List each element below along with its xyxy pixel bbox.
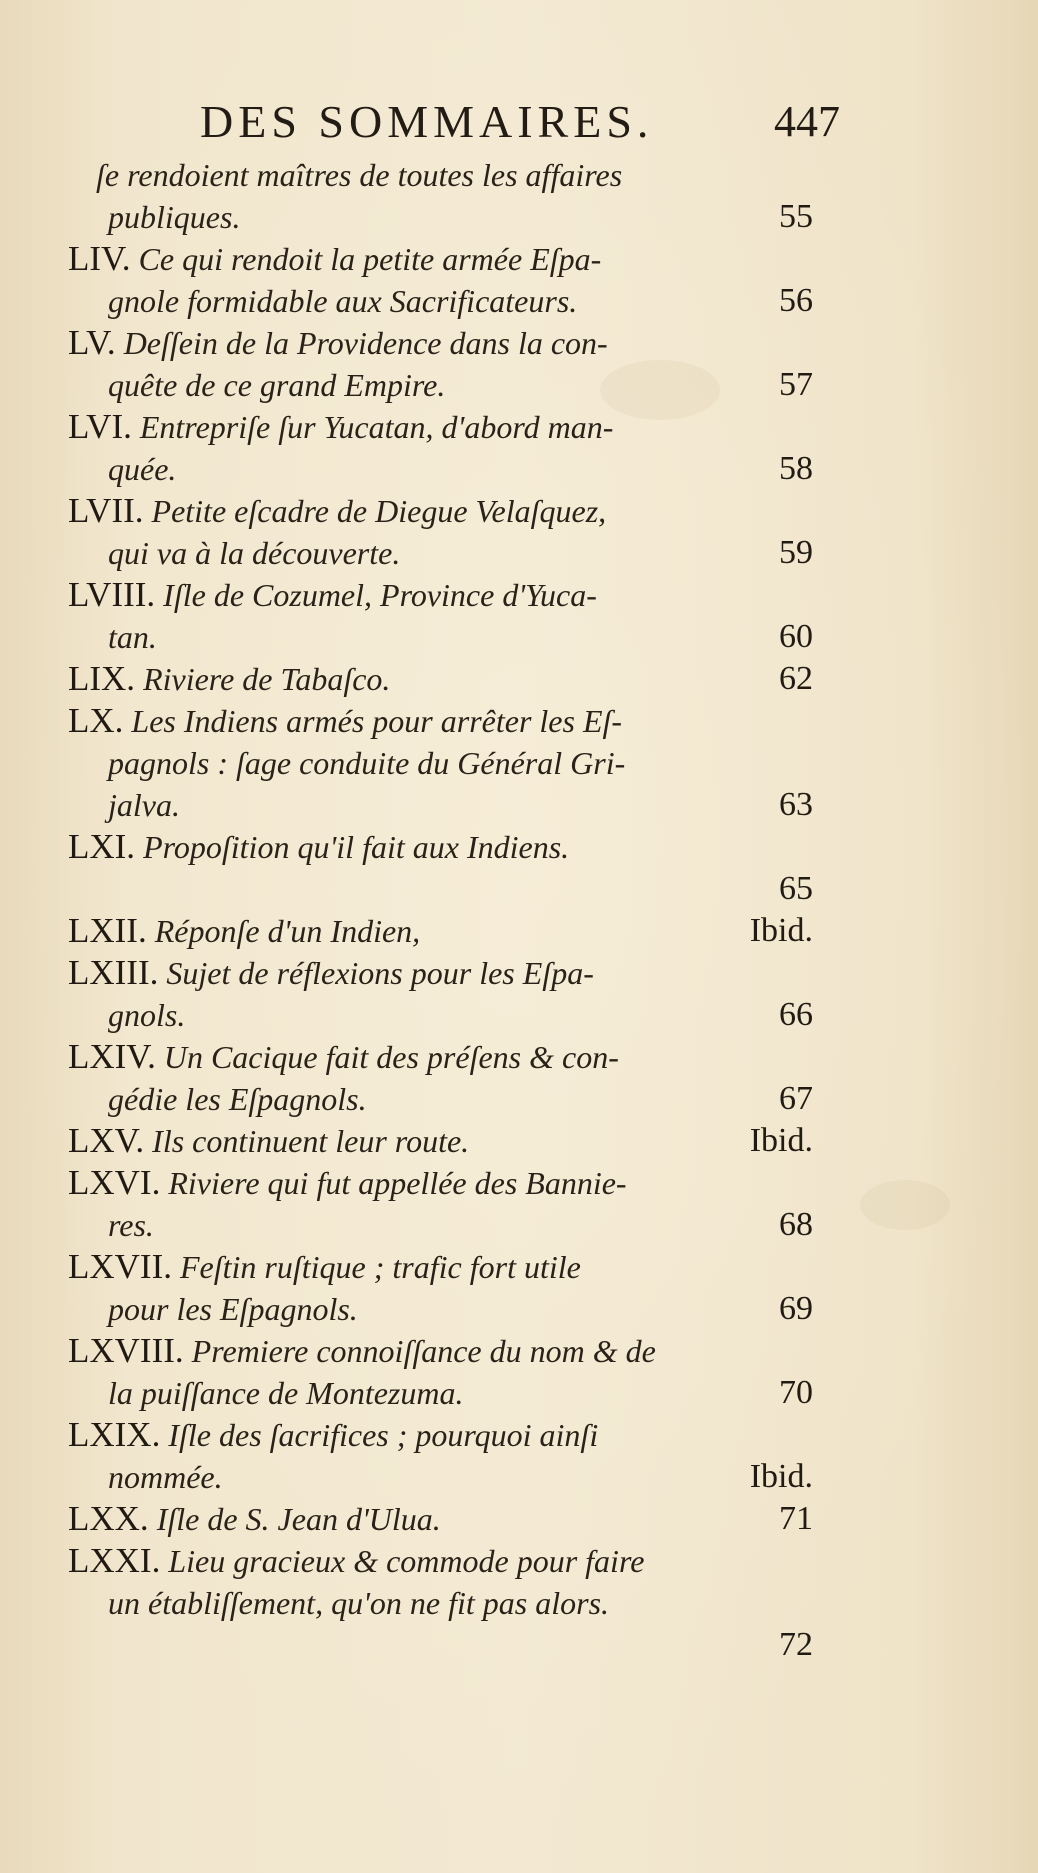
entry-text: quée. <box>108 451 177 487</box>
entry-numeral: LXII. <box>68 911 147 950</box>
paper-stain <box>860 1180 950 1230</box>
running-title: DES SOMMAIRES. <box>200 96 654 147</box>
toc-entry <box>68 1120 813 1162</box>
entry-text: Premiere connoiſſance du nom & de <box>191 1333 656 1369</box>
entry-numeral: LXVII. <box>68 1247 172 1286</box>
entry-text: Riviere de Tabaſco. <box>143 661 391 697</box>
toc-entry-line <box>68 1078 813 1120</box>
entry-text: Entrepriſe ſur Yucatan, d'abord man- <box>139 409 614 445</box>
entry-page-number: Ibid. <box>749 912 813 949</box>
entry-text: Deſſein de la Providence dans la con- <box>123 325 608 361</box>
toc-entry <box>68 1246 813 1330</box>
entry-text: Sujet de réflexions pour les Eſpa- <box>166 955 594 991</box>
entry-page-number: Ibid. <box>749 1122 813 1159</box>
entry-text: Petite eſcadre de Diegue Velaſquez, <box>151 493 607 529</box>
entry-text: res. <box>108 1207 154 1243</box>
toc-entry <box>68 322 813 406</box>
toc-entry-line <box>68 1330 813 1372</box>
entry-page-number: 62 <box>779 660 813 697</box>
entry-text: Riviere qui fut appellée des Bannie- <box>168 1165 627 1201</box>
toc-entry-line <box>68 364 813 406</box>
entry-text: jalva. <box>108 787 180 823</box>
entry-numeral: LXIV. <box>68 1037 156 1076</box>
entry-numeral: LVIII. <box>68 575 156 614</box>
entry-text: quête de ce grand Empire. <box>108 367 446 403</box>
entry-text: gnols. <box>108 997 186 1033</box>
toc-entry-line <box>68 154 813 196</box>
entry-page-number: 70 <box>779 1374 813 1411</box>
toc-entry <box>68 574 813 658</box>
toc-entry-line <box>68 658 813 700</box>
entry-numeral: LV. <box>68 323 116 362</box>
entry-numeral: LIV. <box>68 239 131 278</box>
entry-page-number: 60 <box>779 618 813 655</box>
toc-entry <box>68 406 813 490</box>
toc-entry-line <box>68 952 813 994</box>
entry-numeral: LVI. <box>68 407 132 446</box>
page-header <box>200 92 840 152</box>
toc-entry-line <box>68 742 813 784</box>
entry-page-number: 71 <box>779 1500 813 1537</box>
entry-text: Les Indiens armés pour arrêter les Eſ- <box>131 703 623 739</box>
entry-text: Propoſition qu'il fait aux Indiens. <box>143 829 570 865</box>
toc-entry-line <box>68 196 813 238</box>
entry-page-number: 56 <box>779 282 813 319</box>
entry-numeral: LXI. <box>68 827 136 866</box>
toc-entry-line <box>68 868 813 910</box>
toc-entry-line <box>68 1372 813 1414</box>
entry-numeral: LXIII. <box>68 953 159 992</box>
entry-text: publiques. <box>108 199 241 235</box>
toc-entry-line <box>68 532 813 574</box>
toc-entry-line <box>68 1288 813 1330</box>
toc-entry <box>68 910 813 952</box>
entry-page-number: 58 <box>779 450 813 487</box>
page-number: 447 <box>774 97 840 146</box>
entry-text: la puiſſance de Montezuma. <box>108 1375 464 1411</box>
toc-entry-line <box>68 700 813 742</box>
toc-entry <box>68 490 813 574</box>
entry-numeral: LVII. <box>68 491 144 530</box>
toc-entry-line <box>68 1456 813 1498</box>
entry-page-number: 57 <box>779 366 813 403</box>
entry-text: pagnols : ſage conduite du Général Gri- <box>108 745 626 781</box>
toc-entry-line <box>68 322 813 364</box>
toc-entry <box>68 154 813 238</box>
entry-text: Iſle des ſacrifices ; pourquoi ainſi <box>168 1417 599 1453</box>
entry-page-number: 66 <box>779 996 813 1033</box>
toc-entry-line <box>68 1204 813 1246</box>
entry-numeral: LXXI. <box>68 1541 161 1580</box>
table-of-contents <box>68 154 813 1666</box>
toc-entry <box>68 238 813 322</box>
toc-entry-line <box>68 1624 813 1666</box>
toc-entry <box>68 1414 813 1498</box>
entry-page-number: 67 <box>779 1080 813 1117</box>
entry-text: nommée. <box>108 1459 223 1495</box>
toc-entry <box>68 1036 813 1120</box>
toc-entry-line <box>68 1162 813 1204</box>
entry-text: Ce qui rendoit la petite armée Eſpa- <box>138 241 602 277</box>
toc-entry <box>68 1162 813 1246</box>
toc-entry-line <box>68 1540 813 1582</box>
toc-entry <box>68 658 813 700</box>
toc-entry-line <box>68 1036 813 1078</box>
entry-text: pour les Eſpagnols. <box>108 1291 358 1327</box>
toc-entry-line <box>68 1120 813 1162</box>
entry-text: qui va à la découverte. <box>108 535 401 571</box>
entry-numeral: LIX. <box>68 659 136 698</box>
entry-numeral: LXVI. <box>68 1163 161 1202</box>
entry-text: Ils continuent leur route. <box>152 1123 470 1159</box>
entry-numeral: LX. <box>68 701 124 740</box>
toc-entry-line <box>68 1246 813 1288</box>
entry-page-number: Ibid. <box>749 1458 813 1495</box>
toc-entry-line <box>68 448 813 490</box>
toc-entry <box>68 1498 813 1540</box>
toc-entry-line <box>68 280 813 322</box>
toc-entry-line <box>68 910 813 952</box>
toc-entry-line <box>68 406 813 448</box>
toc-entry-line <box>68 994 813 1036</box>
entry-text: tan. <box>108 619 157 655</box>
entry-text: Feſtin ruſtique ; trafic fort utile <box>180 1249 581 1285</box>
entry-text: Lieu gracieux & commode pour faire <box>168 1543 645 1579</box>
entry-text: gédie les Eſpagnols. <box>108 1081 367 1117</box>
entry-text: Iſle de S. Jean d'Ulua. <box>156 1501 441 1537</box>
entry-numeral: LXX. <box>68 1499 149 1538</box>
entry-text: ſe rendoient maîtres de toutes les affaires <box>96 157 623 193</box>
entry-text: gnole formidable aux Sacrificateurs. <box>108 283 578 319</box>
entry-text: Iſle de Cozumel, Province d'Yuca- <box>163 577 597 613</box>
toc-entry-line <box>68 574 813 616</box>
toc-entry-line <box>68 616 813 658</box>
entry-numeral: LXIX. <box>68 1415 161 1454</box>
entry-numeral: LXVIII. <box>68 1331 184 1370</box>
toc-entry <box>68 1330 813 1414</box>
entry-text: un établiſſement, qu'on ne fit pas alors. <box>108 1585 610 1621</box>
entry-page-number: 69 <box>779 1290 813 1327</box>
entry-page-number: 59 <box>779 534 813 571</box>
entry-page-number: 55 <box>779 198 813 235</box>
toc-entry-line <box>68 238 813 280</box>
entry-page-number: 63 <box>779 786 813 823</box>
entry-text: Un Cacique fait des préſens & con- <box>163 1039 619 1075</box>
toc-entry <box>68 700 813 826</box>
toc-entry <box>68 952 813 1036</box>
toc-entry-line <box>68 1414 813 1456</box>
toc-entry <box>68 1540 813 1666</box>
toc-entry <box>68 826 813 910</box>
entry-page-number: 65 <box>779 870 813 907</box>
entry-page-number: 72 <box>779 1626 813 1663</box>
entry-text: Réponſe d'un Indien, <box>154 913 421 949</box>
toc-entry-line <box>68 490 813 532</box>
toc-entry-line <box>68 1498 813 1540</box>
toc-entry-line <box>68 784 813 826</box>
entry-page-number: 68 <box>779 1206 813 1243</box>
toc-entry-line <box>68 826 813 868</box>
entry-numeral: LXV. <box>68 1121 145 1160</box>
toc-entry-line <box>68 1582 813 1624</box>
